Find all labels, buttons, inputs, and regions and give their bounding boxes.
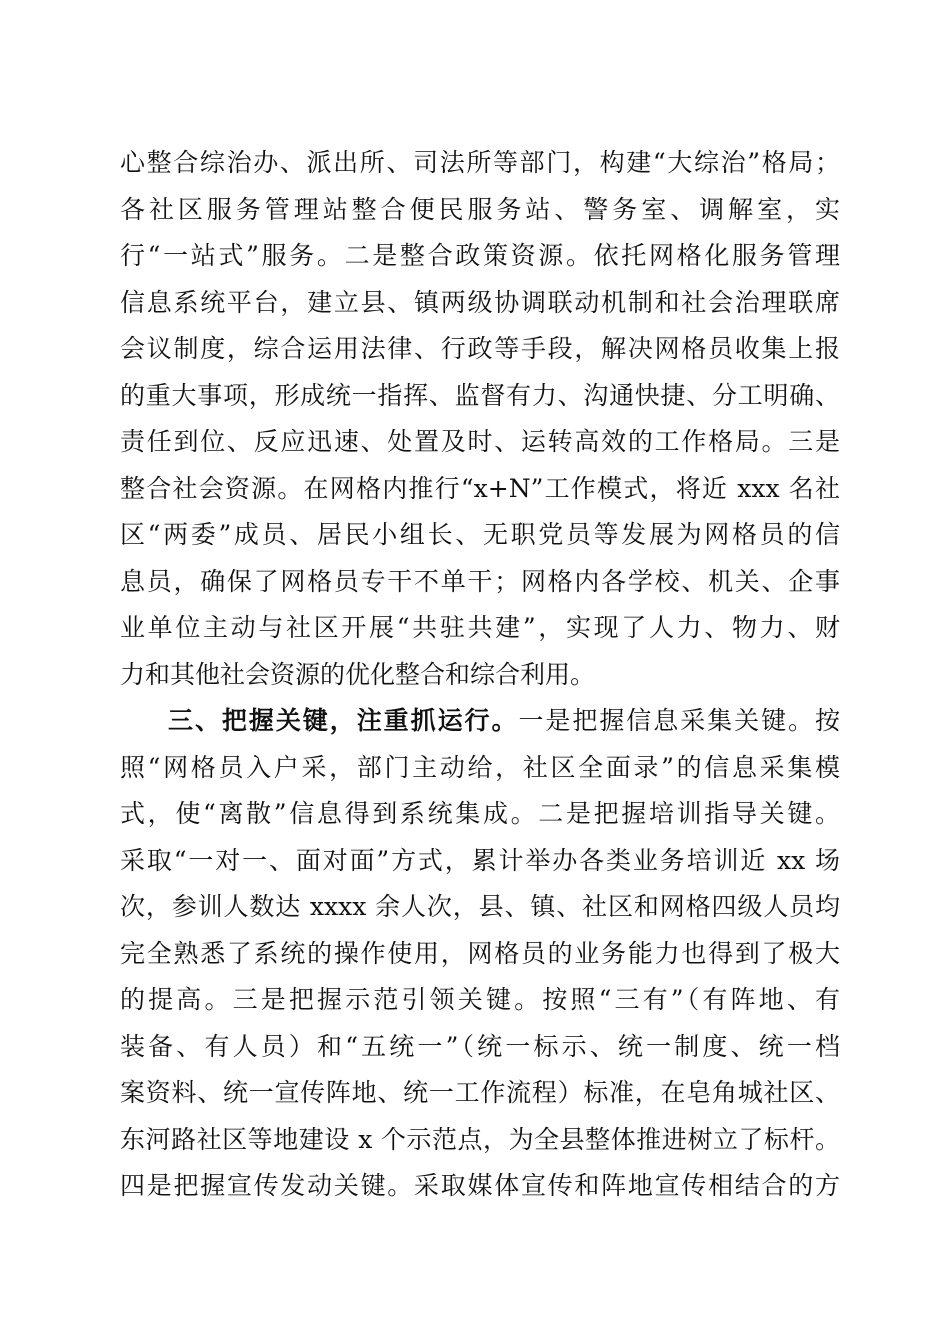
text-line: 的重大事项，形成统一指挥、监督有力、沟通快捷、分工明确、	[120, 381, 840, 410]
text-line: 采取“一对一、面对面”方式，累计举办各类业务培训近 xx 场	[120, 846, 840, 875]
text-line: 四是把握宣传发动关键。采取媒体宣传和阵地宣传相结合的方	[120, 1171, 840, 1200]
text-line: 区“两委”成员、居民小组长、无职党员等发展为网格员的信	[120, 520, 840, 549]
text-line: 信息系统平台，建立县、镇两级协调联动机制和社会治理联席	[120, 288, 840, 317]
text-line-first	[168, 699, 840, 743]
section-heading: 三、把握关键，注重抓运行。	[168, 706, 519, 735]
text-line: 的提高。三是把握示范引领关键。按照“三有”（有阵地、有	[120, 985, 840, 1014]
text-line: 心整合综治办、派出所、司法所等部门，构建“大综治”格局；	[120, 148, 840, 177]
text-line: 案资料、统一宣传阵地、统一工作流程）标准，在皂角城社区、	[120, 1078, 840, 1107]
text-line: 整合社会资源。在网格内推行“x+N”工作模式，将近 xxx 名社	[120, 474, 840, 503]
text-line: 完全熟悉了系统的操作使用，网格员的业务能力也得到了极大	[120, 939, 840, 968]
text-line: 业单位主动与社区开展“共驻共建”，实现了人力、物力、财	[120, 613, 840, 642]
text-line: 照“网格员入户采，部门主动给，社区全面录”的信息采集模	[120, 753, 840, 782]
text-line: 装备、有人员）和“五统一”（统一标示、统一制度、统一档	[120, 1032, 840, 1061]
text-line: 东河路社区等地建设 x 个示范点，为全县整体推进树立了标杆。	[120, 1125, 840, 1154]
text-line: 力和其他社会资源的优化整合和综合利用。	[120, 660, 596, 689]
text-run: 一是把握信息采集关键。按	[518, 706, 840, 735]
text-line: 责任到位、反应迅速、处置及时、运转高效的工作格局。三是	[120, 427, 840, 456]
text-line: 行“一站式”服务。二是整合政策资源。依托网格化服务管理	[120, 241, 840, 270]
text-line: 息员，确保了网格员专干不单干；网格内各学校、机关、企事	[120, 567, 840, 596]
text-line: 会议制度，综合运用法律、行政等手段，解决网格员收集上报	[120, 334, 840, 363]
text-line: 次，参训人数达 xxxx 余人次，县、镇、社区和网格四级人员均	[120, 892, 840, 921]
text-line: 式，使“离散”信息得到系统集成。二是把握培训指导关键。	[120, 799, 840, 828]
text-line: 各社区服务管理站整合便民服务站、警务室、调解室，实	[120, 195, 840, 224]
